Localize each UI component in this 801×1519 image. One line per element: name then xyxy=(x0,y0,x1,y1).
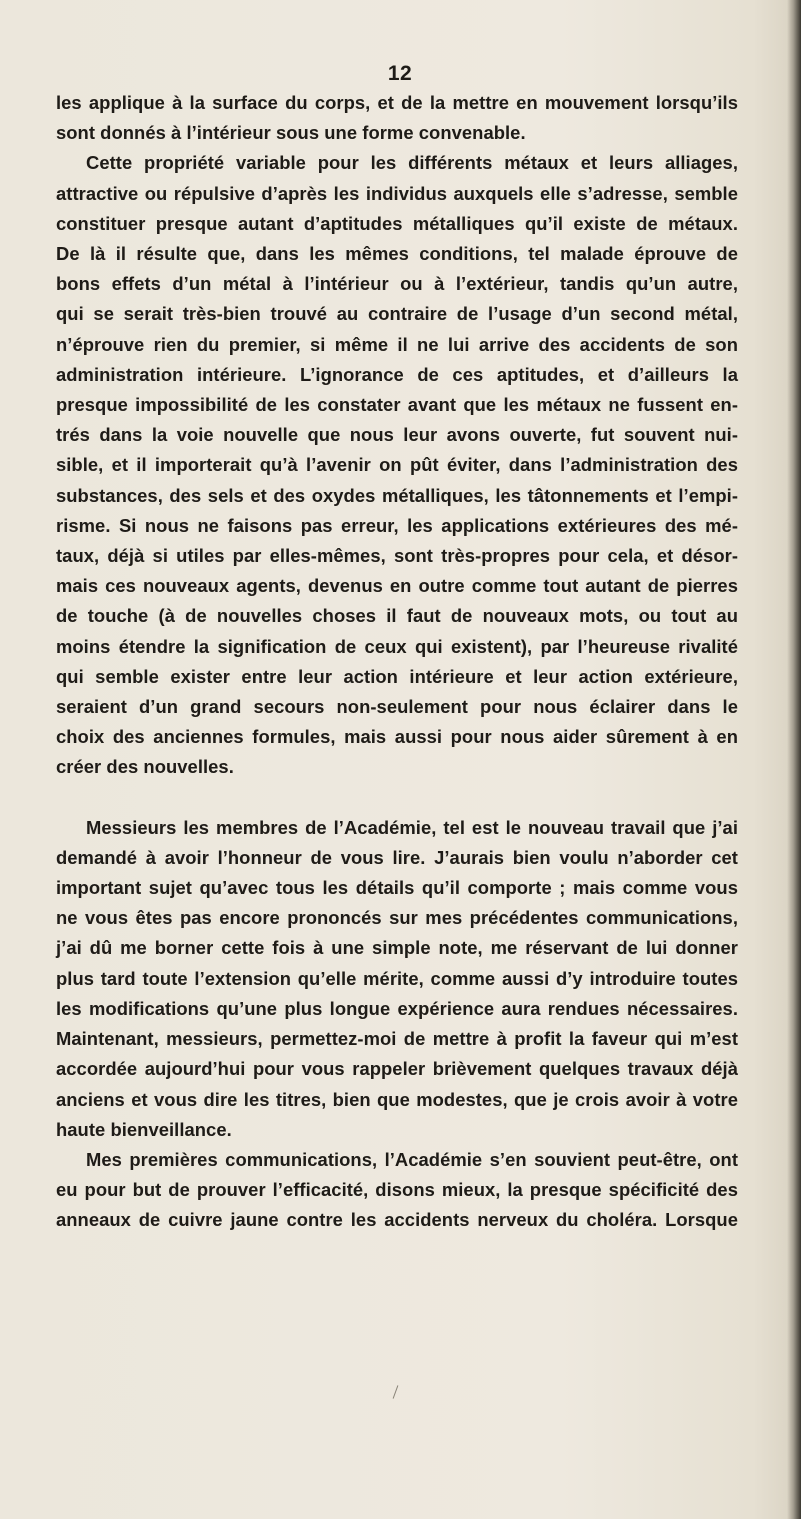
text-line: plus tard toute l’extension qu’elle mérite, comme aussi d’y introduire toutes xyxy=(56,967,738,989)
text-line: choix des anciennes formules, mais aussi pour nous aider sûrement à en xyxy=(56,726,738,748)
paragraph-1 xyxy=(56,88,738,148)
text-line: qui se serait très-bien trouvé au contraire de l’usage d’un second métal, xyxy=(56,303,738,325)
text-line: demandé à avoir l’honneur de vous lire. J’aurais bien voulu n’aborder cet xyxy=(56,846,738,868)
text-line: De là il résulte que, dans les mêmes conditions, tel malade éprouve de xyxy=(56,243,738,265)
text-line: risme. Si nous ne faisons pas erreur, les applications extérieures des mé- xyxy=(56,514,738,536)
text-line: n’éprouve rien du premier, si même il ne lui arrive des accidents de son xyxy=(56,333,738,355)
text-line: sible, et il importerait qu’à l’avenir on pût éviter, dans l’administration des xyxy=(56,454,738,476)
text-line: important sujet qu’avec tous les détails qu’il comporte ; mais comme vous xyxy=(56,877,738,899)
text-line: qui semble exister entre leur action intérieure et leur action extérieure, xyxy=(56,665,738,687)
paragraph-3 xyxy=(56,813,738,1145)
text-line: créer des nouvelles. xyxy=(56,756,234,778)
text-line: anneaux de cuivre jaune contre les accidents nerveux du choléra. Lorsque xyxy=(56,1209,738,1231)
stray-ink-mark xyxy=(393,1385,399,1398)
text-line: bons effets d’un métal à l’intérieur ou à l’extérieur, tandis qu’un autre, xyxy=(56,273,738,295)
text-line: eu pour but de prouver l’efficacité, disons mieux, la presque spécificité des xyxy=(56,1179,738,1201)
text-line: Mes premières communications, l’Académie s’en souvient peut-être, ont xyxy=(86,1148,738,1170)
text-line: les modifications qu’une plus longue expérience aura rendues nécessaires. xyxy=(56,997,738,1019)
text-line: de touche (à de nouvelles choses il faut de nouveaux mots, ou tout au xyxy=(56,605,738,627)
text-line: Messieurs les membres de l’Académie, tel est le nouveau travail que j’ai xyxy=(86,816,738,838)
page-edge-shadow xyxy=(787,0,801,1519)
text-line: substances, des sels et des oxydes métalliques, les tâtonnements et l’empi- xyxy=(56,484,738,506)
text-line: sont donnés à l’intérieur sous une forme convenable. xyxy=(56,122,526,144)
text-line: taux, déjà si utiles par elles-mêmes, sont très-propres pour cela, et désor- xyxy=(56,545,738,567)
text-line: accordée aujourd’hui pour vous rappeler brièvement quelques travaux déjà xyxy=(56,1058,738,1080)
text-line: seraient d’un grand secours non-seulement pour nous éclairer dans le xyxy=(56,696,738,718)
paragraph-4 xyxy=(56,1145,738,1236)
text-line: administration intérieure. L’ignorance de ces aptitudes, et d’ailleurs la xyxy=(56,363,738,385)
text-line: j’ai dû me borner cette fois à une simple note, me réservant de lui donner xyxy=(56,937,738,959)
paragraph-2 xyxy=(56,148,738,782)
text-line: presque impossibilité de les constater avant que les métaux ne fussent en- xyxy=(56,394,738,416)
text-line: Maintenant, messieurs, permettez-moi de mettre à profit la faveur qui m’est xyxy=(56,1028,738,1050)
text-line: anciens et vous dire les titres, bien que modestes, que je crois avoir à votre xyxy=(56,1088,738,1110)
text-line: les applique à la surface du corps, et de la mettre en mouvement lorsqu’ils xyxy=(56,92,738,113)
text-line: constituer presque autant d’aptitudes métalliques qu’il existe de métaux. xyxy=(56,212,738,234)
text-line: haute bienveillance. xyxy=(56,1118,232,1140)
body-text xyxy=(56,88,738,1236)
page-number: 12 xyxy=(387,62,413,85)
text-line: mais ces nouveaux agents, devenus en outre comme tout autant de pierres xyxy=(56,575,738,597)
text-line: Cette propriété variable pour les différents métaux et leurs alliages, xyxy=(86,152,738,174)
text-line: moins étendre la signification de ceux qui existent), par l’heureuse rivalité xyxy=(56,635,738,657)
text-line: attractive ou répulsive d’après les individus auxquels elle s’adresse, semble xyxy=(56,182,738,204)
text-line: ne vous êtes pas encore prononcés sur mes précédentes communications, xyxy=(56,907,738,929)
text-line: trés dans la voie nouvelle que nous leur avons ouverte, fut souvent nui- xyxy=(56,424,738,446)
